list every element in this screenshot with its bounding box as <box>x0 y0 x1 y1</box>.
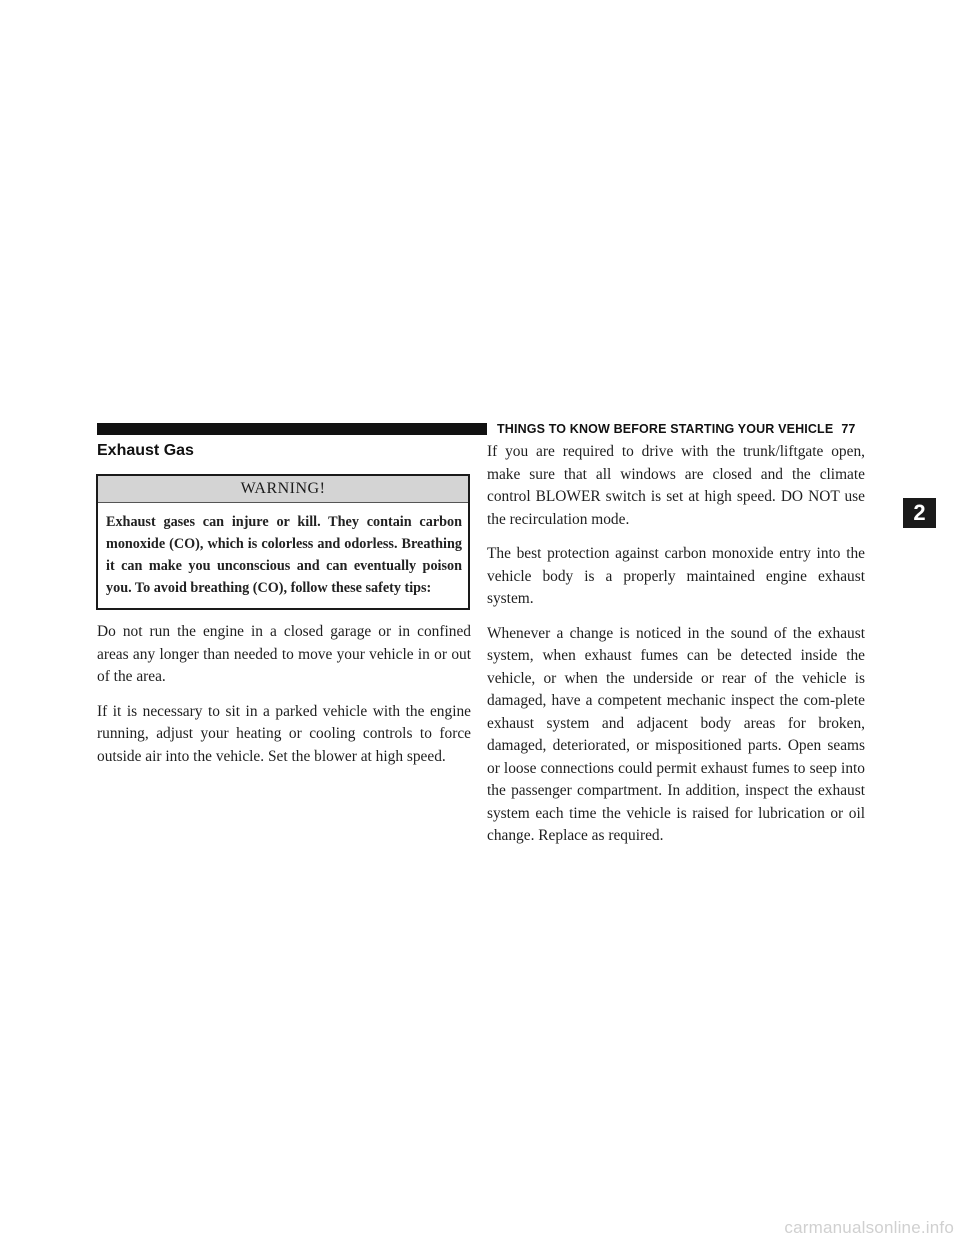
warning-title: WARNING! <box>98 476 468 503</box>
page-number: 77 <box>841 422 856 436</box>
paragraph: The best protection against carbon monoxide entry into the vehicle body is a properly maintained engine exhaust system. <box>487 545 865 607</box>
right-column <box>487 441 865 860</box>
header-rule <box>97 423 487 435</box>
running-header <box>497 420 856 438</box>
watermark: carmanualsonline.info <box>784 1218 954 1237</box>
paragraph: If you are required to drive with the trunk/liftgate open, make sure that all windows are closed and the climate control BLOWER switch is set at high speed. DO NOT use the recirculation mode. <box>487 443 865 528</box>
paragraph: Do not run the engine in a closed garage or in confined areas any longer than needed to move your vehicle in or out of the area. <box>97 623 471 685</box>
header-title: THINGS TO KNOW BEFORE STARTING YOUR VEHICLE <box>497 422 834 436</box>
chapter-tab: 2 <box>903 498 936 528</box>
warning-text: Exhaust gases can injure or kill. They contain carbon monoxide (CO), which is colorless and odorless. Breathing it can make you unconscious and can eventually poison you. To avoid breathing (CO), follow these safety tips: <box>106 514 462 596</box>
paragraph: If it is necessary to sit in a parked vehicle with the engine running, adjust your heating or cooling controls to force outside air into the vehicle. Set the blower at high speed. <box>97 702 471 765</box>
warning-box <box>96 474 470 610</box>
left-column <box>97 621 471 780</box>
paragraph: Whenever a change is noticed in the sound of the exhaust system, when exhaust fumes can be detected inside the vehicle, or when the underside or rear of the vehicle is damaged, have a competent mechanic inspect the com-plete exhaust system and adjacent body areas for broken, damaged, deteriorated, or mispositioned parts. Open seams or loose connections could permit exhaust fumes to seep into the passenger compartment. In addition, inspect the exhaust system each time the vehicle is raised for lubrication or oil change. Replace as required. <box>487 624 865 844</box>
section-heading: Exhaust Gas <box>97 442 194 459</box>
